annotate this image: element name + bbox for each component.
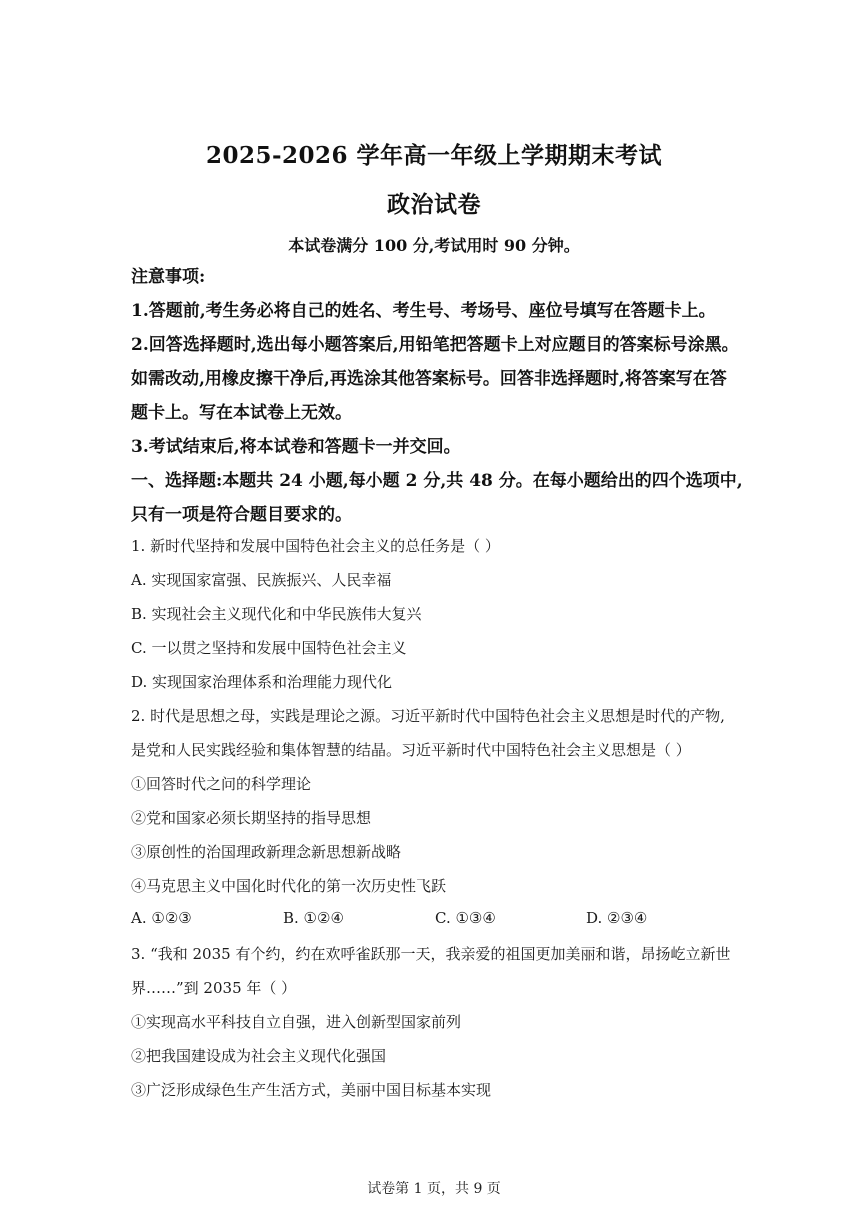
section-heading-line-1: 一、选择题:本题共 24 小题,每小题 2 分,共 48 分。在每小题给出的四个选项中, [131,471,743,491]
question-2-statement-3: ③原创性的治国理政新理念新思想新战略 [131,843,402,861]
question-1-option-c: C. 一以贯之坚持和发展中国特色社会主义 [131,639,407,657]
question-2-option-d: D. ②③④ [586,909,648,927]
question-2-statement-2: ②党和国家必须长期坚持的指导思想 [131,809,372,827]
subject-title: 政治试卷 [387,191,481,218]
question-3-stem-line-2: 界……”到 2035 年（ ） [131,979,297,997]
question-2-option-a: A. ①②③ [131,909,192,927]
notice-item-1: 1.答题前,考生务必将自己的姓名、考生号、考场号、座位号填写在答题卡上。 [131,301,716,321]
question-2-statement-4: ④马克思主义中国化时代化的第一次历史性飞跃 [131,877,447,895]
question-2-option-b: B. ①②④ [283,909,344,927]
question-2-option-c: C. ①③④ [435,909,496,927]
exam-info: 本试卷满分 100 分,考试用时 90 分钟。 [288,236,580,255]
notice-heading: 注意事项: [131,267,206,287]
question-1-option-b: B. 实现社会主义现代化和中华民族伟大复兴 [131,605,422,623]
question-2-statement-1: ①回答时代之问的科学理论 [131,775,312,793]
page-footer: 试卷第 1 页，共 9 页 [367,1181,501,1197]
question-3-statement-3: ③广泛形成绿色生产生活方式，美丽中国目标基本实现 [131,1081,492,1099]
notice-item-2-line-2: 如需改动,用橡皮擦干净后,再选涂其他答案标号。回答非选择题时,将答案写在答 [131,369,727,389]
question-2-stem-line-1: 2. 时代是思想之母，实践是理论之源。习近平新时代中国特色社会主义思想是时代的产物, [131,707,725,725]
question-3-statement-2: ②把我国建设成为社会主义现代化强国 [131,1047,387,1065]
notice-item-2-line-3: 题卡上。写在本试卷上无效。 [131,403,352,423]
notice-item-2-line-1: 2.回答选择题时,选出每小题答案后,用铅笔把答题卡上对应题目的答案标号涂黑。 [131,335,739,355]
question-1-stem: 1. 新时代坚持和发展中国特色社会主义的总任务是（ ） [131,537,500,555]
section-heading-line-2: 只有一项是符合题目要求的。 [131,505,352,525]
notice-item-3: 3.考试结束后,将本试卷和答题卡一并交回。 [131,437,461,457]
question-1-option-d: D. 实现国家治理体系和治理能力现代化 [131,673,393,691]
exam-title: 2025-2026 学年高一年级上学期期末考试 [205,142,663,169]
question-2-stem-line-2: 是党和人民实践经验和集体智慧的结晶。习近平新时代中国特色社会主义思想是（ ） [131,741,691,759]
question-3-statement-1: ①实现高水平科技自立自强，进入创新型国家前列 [131,1013,462,1031]
question-3-stem-line-1: 3. “我和 2035 有个约，约在欢呼雀跃那一天，我亲爱的祖国更加美丽和谐，昂扬屹立新世 [131,945,731,963]
question-1-option-a: A. 实现国家富强、民族振兴、人民幸福 [131,571,392,589]
